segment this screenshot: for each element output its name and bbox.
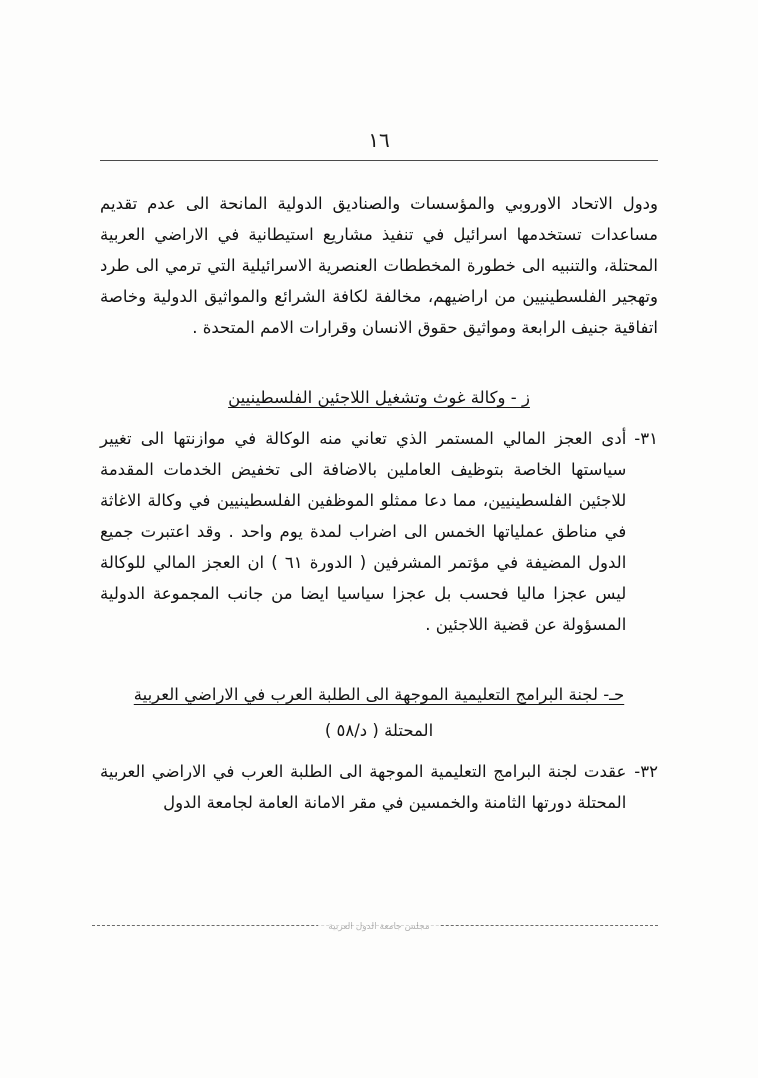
footer-note-text: مجلس جامعة الدول العربية	[318, 922, 439, 932]
numbered-item	[100, 756, 658, 818]
section-heading-container	[100, 680, 658, 710]
numbered-item	[100, 423, 658, 640]
section-heading-z: ز - وكالة غوث وتشغيل اللاجئين الفلسطينيين	[228, 388, 530, 407]
footer-note	[0, 922, 758, 932]
item-text-31: أدى العجز المالي المستمر الذي تعاني منه الوكالة في موازنتها الى تغيير سياستها الخاصة بتوظيف العاملين بالاضافة الى تخفيض الخدمات المقدمة للاجئين الفلسطينيين، مما دعا ممثلو الموظفين الفلسطينيين في وكالة الاغاثة في مناطق عملياتها الخمس الى اضراب لمدة يوم واحد . وقد اعتبرت جميع الدول المضيفة في مؤتمر المشرفين ( الدورة ٦١ ) ان العجز المالي للوكالة ليس عجزا ماليا فحسب بل عجزا سياسيا ايضا من جانب المجموعة الدولية المسؤولة عن قضية اللاجئين .	[100, 429, 627, 634]
spacer	[100, 357, 658, 383]
header-divider	[100, 160, 658, 161]
paragraph-text: ودول الاتحاد الاوروبي والمؤسسات والصناديق الدولية المانحة الى عدم تقديم مساعدات تستخدمها اسرائيل في تنفيذ مشاريع استيطانية في الاراضي العربية المحتلة، والتنبيه الى خطورة المخططات العنصرية الاسرائيلية التي ترمي الى طرد وتهجير الفلسطينيين من اراضيهم، مخالفة لكافة الشرائع والمواثيق الدولية وخاصة اتفاقية جنيف الرابعة ومواثيق حقوق الانسان وقرارات الامم المتحدة .	[100, 194, 658, 337]
item-number-32: ٣٢-	[634, 762, 658, 781]
document-body	[100, 188, 658, 832]
spacer	[100, 654, 658, 680]
item-text-32: عقدت لجنة البرامج التعليمية الموجهة الى الطلبة العرب في الاراضي العربية المحتلة دورتها الثامنة والخمسين في مقر الامانة العامة لجامعة الدول	[100, 762, 627, 812]
item-number-31: ٣١-	[634, 429, 658, 448]
page-number: ١٦	[368, 128, 390, 152]
section-heading-h: حـ- لجنة البرامج التعليمية الموجهة الى الطلبة العرب في الاراضي العربية	[133, 685, 625, 704]
spacer	[100, 413, 658, 423]
section-heading-container	[100, 383, 658, 413]
paragraph-block	[100, 188, 658, 343]
spacer	[100, 746, 658, 756]
section-subheading-h: المحتلة ( د/٥٨ )	[324, 721, 434, 740]
